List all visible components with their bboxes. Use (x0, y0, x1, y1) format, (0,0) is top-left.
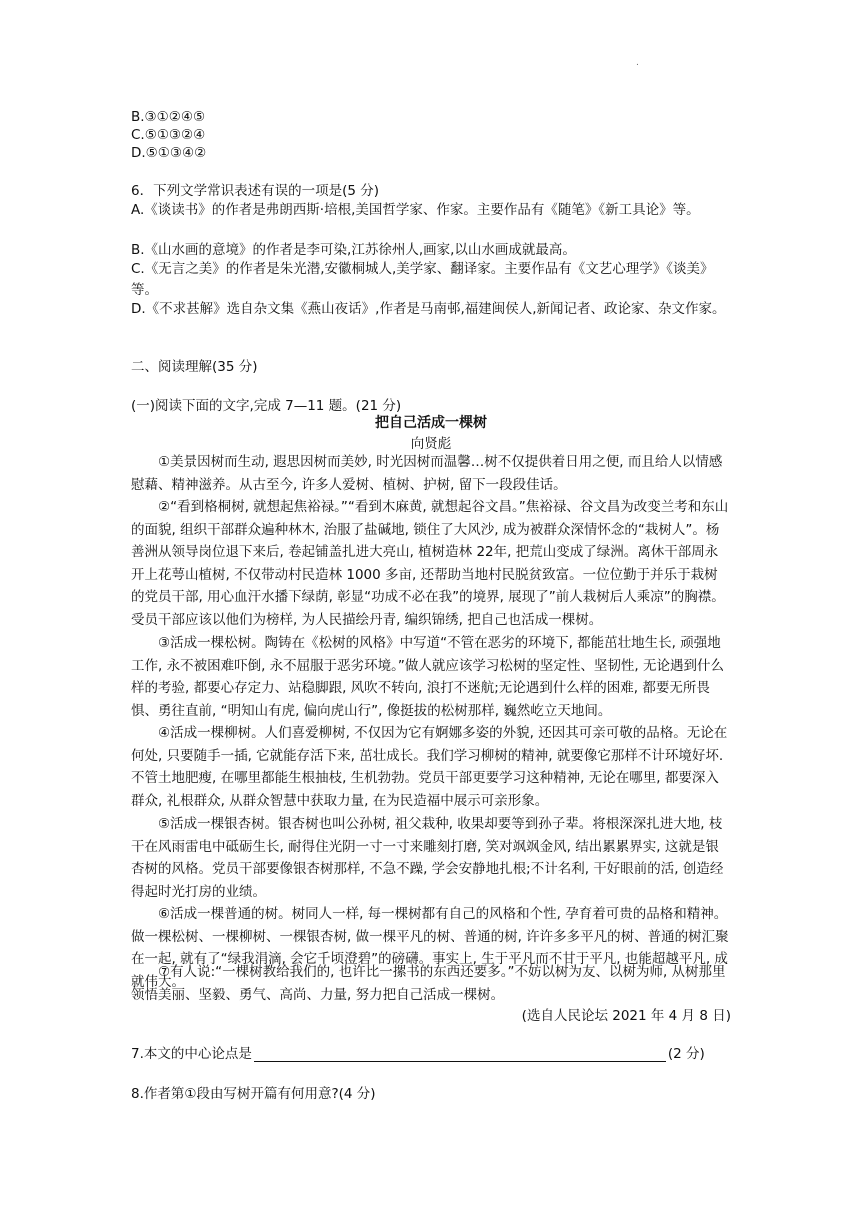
q6-option-b: B.《山水画的意境》的作者是李可染,江苏徐州人,画家,以山水画成就最高。 (131, 242, 576, 258)
page-mark: . (636, 58, 639, 68)
option-c: C.⑤①③②④ (131, 127, 206, 143)
article-paragraph-6: ⑥活成一棵普通的树。树同人一样, 每一棵树都有自己的风格和个性, 孕育着可贵的品格和精神。做一棵松树、一棵柳树、一棵银杏树, 做一棵平凡的树、普通的树, 许许多多平凡的树、普通的树汇聚在一起, 就有了“绿我涓滴, 会它千顷澄碧”的磅礴。事实上, 生于平凡而不甘于平凡, 也能超越平凡, 成就伟大。 (131, 906, 729, 990)
article-source: (选自人民论坛 2021 年 4 月 8 日) (521, 1008, 731, 1024)
q6-option-d: D.《不求甚解》选自杂文集《燕山夜话》,作者是马南邨,福建闽侯人,新闻记者、政论家、杂文作家。 (131, 301, 726, 317)
q6-option-a: A.《谈读书》的作者是弗朗西斯·培根,美国哲学家、作家。主要作品有《随笔》《新工具论》等。 (131, 202, 700, 218)
article-title: 把自己活成一棵树 (375, 415, 487, 431)
reading-intro: (一)阅读下面的文字,完成 7—11 题。(21 分) (131, 398, 402, 414)
question-7 (131, 1042, 705, 1062)
article-paragraph-3: ③活成一棵松树。陶铸在《松树的风格》中写道“不管在恶劣的环境下, 都能茁壮地生长, 顽强地工作, 永不被困难吓倒, 永不屈服于恶劣环境。”做人就应该学习松树的坚定性、坚韧性, 无论遇到什么样的考验, 都要心存定力、站稳脚跟, 风吹不转向, 浪打不迷航;无论遇到什么样的困难, 都要无所畏惧、勇往直前, “明知山有虎, 偏向虎山行”, 像挺拔的松树那样, 巍然屹立天地间。 (131, 635, 724, 719)
option-d: D.⑤①③④② (131, 145, 207, 161)
q6-stem: 6．下列文学常识表述有误的一项是(5 分) (131, 183, 380, 199)
q7-answer-blank[interactable] (254, 1045, 666, 1062)
q7-prompt: 7.本文的中心论点是 (131, 1046, 252, 1062)
article-paragraph-2: ②“看到格桐树, 就想起焦裕禄。”“看到木麻黄, 就想起谷文昌。”焦裕禄、谷文昌为改变兰考和东山的面貌, 组织干部群众遍种林木, 治服了盐碱地, 锁住了大风沙, 成为被群众深情怀念的“栽树人”。杨善洲从领导岗位退下来后, 卷起铺盖扎进大亮山, 植树造林 22年, 把荒山变成了绿洲。离休干部周永开上花萼山植树, 不仅带动村民造林 1000 多亩, 还帮助当地村民脱贫致富。一位位勤于并乐于栽树的党员干部, 用心血汗水播下绿荫, 彰显“功成不必在我”的境界, 展现了”前人栽树后人乘凉”的胸襟。受员干部应该以他们为榜样, 为人民描绘丹青, 编织锦绣, 把自己也活成一棵树。 (131, 499, 729, 628)
section-heading: 二、阅读理解(35 分) (131, 359, 258, 375)
article-paragraph-5: ⑤活成一棵银杏树。银杏树也叫公孙树, 祖父栽种, 收果却要等到孙子辈。将根深深扎进大地, 枝干在风雨雷电中砥砺生长, 耐得住光阴一寸一寸来雕刻打磨, 笑对飒飒金风, 结出累累界实, 这就是银杏树的风格。党员干部要像银杏树那样, 不急不躁, 学会安静地扎根;不计名利, 干好眼前的活, 创造经得起时光打房的业绩。 (131, 816, 724, 900)
article-paragraph-4: ④活成一棵柳树。人们喜爱柳树, 不仅因为它有婀娜多姿的外貌, 还因其可亲可敬的品格。无论在何处, 只要随手一插, 它就能存活下来, 茁壮成长。我们学习柳树的精神, 就要像它那样不计环境好坏. 不管土地肥瘦, 在哪里都能生根抽枝, 生机勃勃。党员干部更要学习这种精神, 无论在哪里, 都要深入群众, 礼根群众, 从群众智慧中获取力量, 在为民造福中展示可亲形象。 (131, 725, 728, 809)
article-paragraph-1: ①美景因树而生动, 遐思因树而美妙, 时光因树而温馨…树不仅提供着日用之便, 而且给人以情感慰藉、精神滋养。从古至今, 许多人爱树、植树、护树, 留下一段段佳话。 (131, 454, 723, 493)
option-b: B.③①②④⑤ (131, 109, 206, 125)
article-paragraph-7: ⑦有人说:“一棵树教给我们的, 也许比一摞书的东西还要多。”不妨以树为友、以树为师, 从树那里领悟美丽、坚毅、勇气、高尚、力量, 努力把自己活成一棵树。 (131, 964, 726, 1003)
question-8: 8.作者第①段由写树开篇有何用意?(4 分) (131, 1086, 376, 1102)
q7-points: (2 分) (667, 1046, 705, 1062)
q6-option-c: C.《无言之美》的作者是朱光潜,安徽桐城人,美学家、翻译家。主要作品有《文艺心理学》《谈美》等。 (131, 261, 714, 298)
article-author: 向贤彪 (410, 436, 452, 452)
